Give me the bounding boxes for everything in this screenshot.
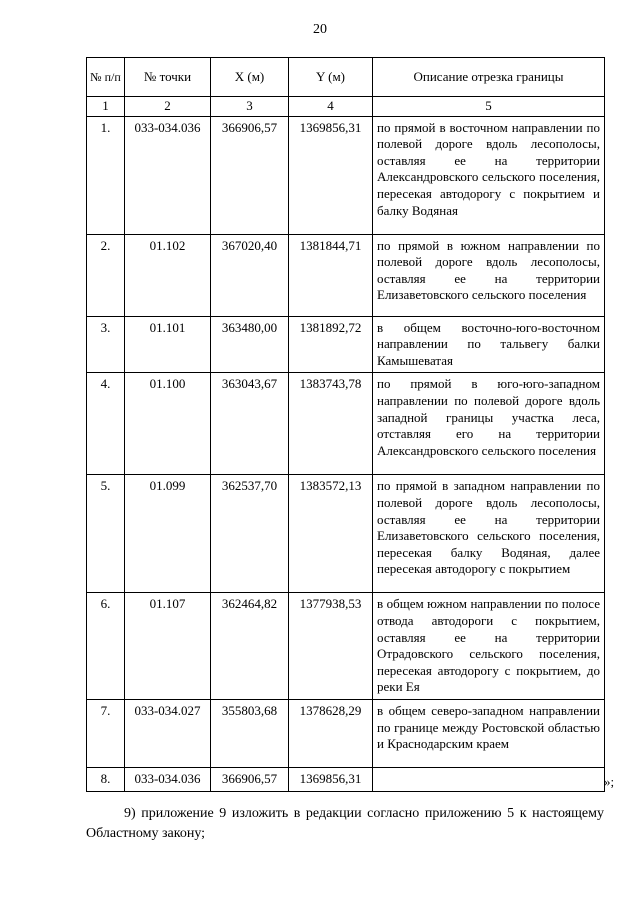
segment-description: в общем южном направлении по полосе отвода автодороги с покрытием, оставляя ее на территории Отрадовского сельского поселения, пересекая автодорогу с покрытием, до реки Ея xyxy=(373,593,605,700)
coordinate-x: 355803,68 xyxy=(211,699,289,767)
table-row xyxy=(87,116,605,234)
row-number: 7. xyxy=(87,699,125,767)
row-number: 6. xyxy=(87,593,125,700)
header-point-number: № точки xyxy=(125,58,211,97)
coordinate-y: 1381892,72 xyxy=(289,316,373,373)
coordinate-x: 366906,57 xyxy=(211,767,289,791)
point-number: 01.100 xyxy=(125,373,211,475)
table-row xyxy=(87,234,605,316)
segment-description: по прямой в юго-юго-западном направлении по полевой дороге вдоль западной границы участка леса, отставляя его на территории Александровского сельского поселения xyxy=(373,373,605,475)
boundary-table xyxy=(86,57,605,792)
column-number: 5 xyxy=(373,97,605,117)
header-y: Y (м) xyxy=(289,58,373,97)
coordinate-y: 1378628,29 xyxy=(289,699,373,767)
coordinate-x: 367020,40 xyxy=(211,234,289,316)
coordinate-x: 362537,70 xyxy=(211,475,289,593)
row-number: 5. xyxy=(87,475,125,593)
row-number: 3. xyxy=(87,316,125,373)
table-row xyxy=(87,475,605,593)
coordinate-x: 363480,00 xyxy=(211,316,289,373)
coordinate-x: 362464,82 xyxy=(211,593,289,700)
coordinate-y: 1369856,31 xyxy=(289,116,373,234)
closing-quote: »; xyxy=(604,774,615,789)
table-header-row xyxy=(87,58,605,97)
point-number: 033-034.036 xyxy=(125,767,211,791)
point-number: 01.099 xyxy=(125,475,211,593)
point-number: 01.101 xyxy=(125,316,211,373)
coordinate-y: 1383572,13 xyxy=(289,475,373,593)
column-number-row xyxy=(87,97,605,117)
row-number: 1. xyxy=(87,116,125,234)
coordinate-x: 363043,67 xyxy=(211,373,289,475)
point-number: 033-034.036 xyxy=(125,116,211,234)
row-number: 4. xyxy=(87,373,125,475)
table-row xyxy=(87,316,605,373)
column-number: 1 xyxy=(87,97,125,117)
coordinate-y: 1377938,53 xyxy=(289,593,373,700)
row-number: 2. xyxy=(87,234,125,316)
column-number: 4 xyxy=(289,97,373,117)
column-number: 2 xyxy=(125,97,211,117)
point-number: 01.107 xyxy=(125,593,211,700)
segment-description: по прямой в южном направлении по полевой дороге вдоль лесополосы, оставляя ее на территории Елизаветовского сельского поселения xyxy=(373,234,605,316)
segment-description: в общем восточно-юго-восточном направлении по тальвегу балки Камышеватая xyxy=(373,316,605,373)
segment-description: в общем северо-западном направлении по границе между Ростовской областью и Краснодарским краем xyxy=(373,699,605,767)
coordinate-y: 1381844,71 xyxy=(289,234,373,316)
row-number: 8. xyxy=(87,767,125,791)
point-number: 033-034.027 xyxy=(125,699,211,767)
table-row xyxy=(87,699,605,767)
segment-description: по прямой в восточном направлении по полевой дороге вдоль лесополосы, оставляя ее на территории Александровского сельского поселения, пересекая автодорогу с покрытием и балку Водяная xyxy=(373,116,605,234)
table-row xyxy=(87,593,605,700)
column-number: 3 xyxy=(211,97,289,117)
point-number: 01.102 xyxy=(125,234,211,316)
header-x: X (м) xyxy=(211,58,289,97)
page-number: 20 xyxy=(313,22,327,37)
table-row xyxy=(87,767,605,791)
segment-description xyxy=(373,767,605,791)
coordinate-y: 1383743,78 xyxy=(289,373,373,475)
coordinate-x: 366906,57 xyxy=(211,116,289,234)
amendment-paragraph: 9) приложение 9 изложить в редакции согласно приложению 5 к настоящему Областному закону; xyxy=(86,806,604,841)
table-row xyxy=(87,373,605,475)
coordinate-y: 1369856,31 xyxy=(289,767,373,791)
header-row-number: № п/п xyxy=(87,58,125,97)
header-description: Описание отрезка границы xyxy=(373,58,605,97)
segment-description: по прямой в западном направлении по полевой дороге вдоль лесополосы, оставляя ее на территории Елизаветовского сельского поселения, пересекая балку Водяная, далее пересекая автодорогу с покрытием xyxy=(373,475,605,593)
